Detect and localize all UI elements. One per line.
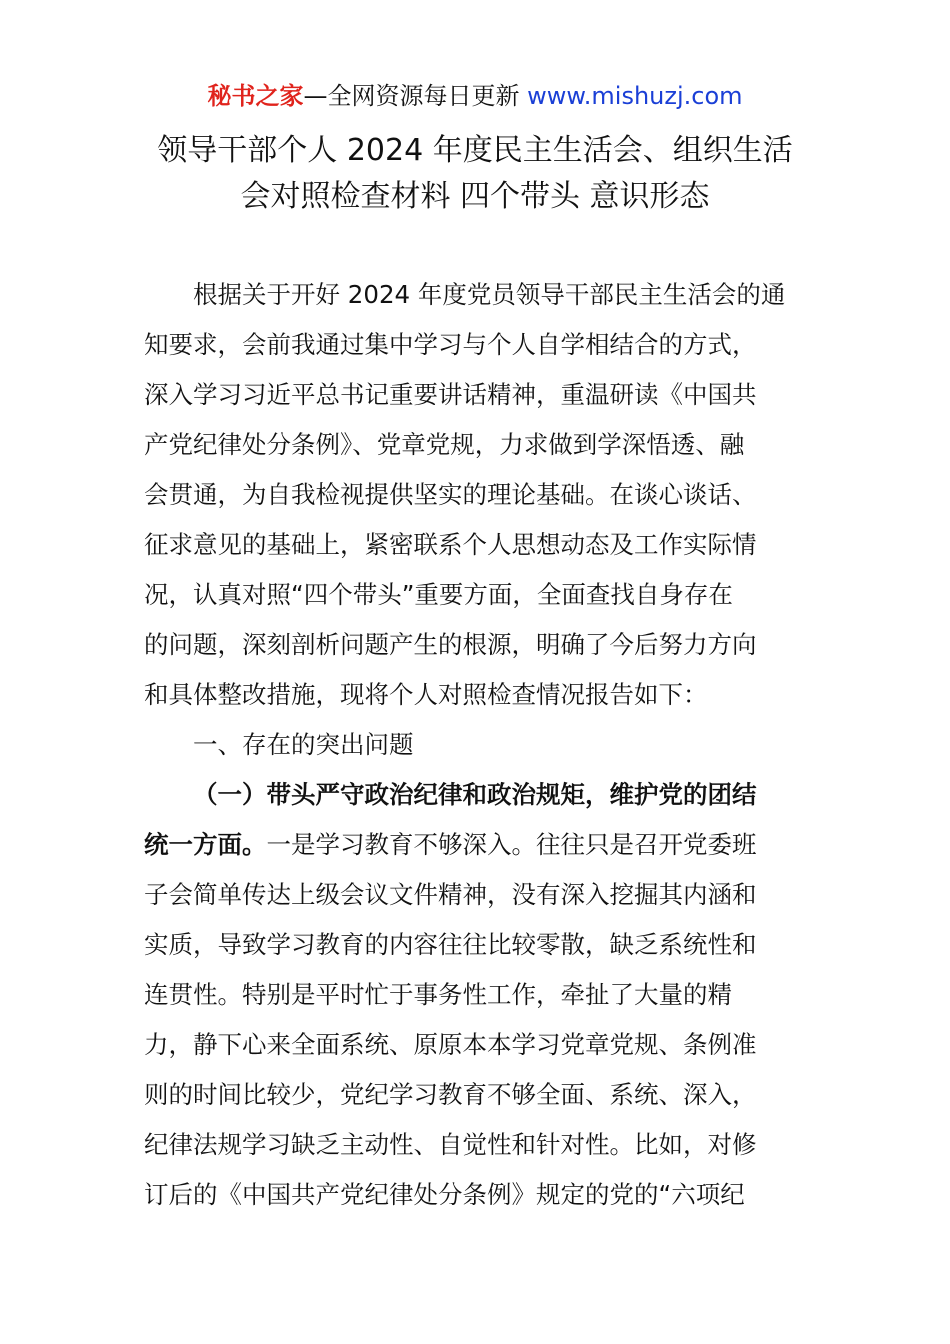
paragraph-line: 和具体整改措施，现将个人对照检查情况报告如下： [144,680,708,709]
paragraph-line: 产党纪律处分条例》、党章党规，力求做到学深悟透、融 [144,430,745,459]
paragraph-line: 根据关于开好 2024 年度党员领导干部民主生活会的通 [193,280,786,309]
title-line-2: 会对照检查材料 四个带头 意识形态 [240,179,710,214]
paragraph-line: 况，认真对照“四个带头”重要方面，全面查找自身存在 [144,580,733,609]
document-title [60,128,890,220]
paragraph-line: 知要求，会前我通过集中学习与个人自学相结合的方式， [144,330,757,359]
paragraph-line: 力，静下心来全面系统、原原本本学习党章党规、条例准 [144,1030,757,1059]
title-line-1: 领导干部个人 2024 年度民主生活会、组织生活 [157,133,793,168]
paragraph-line: 子会简单传达上级会议文件精神，没有深入挖掘其内涵和 [144,880,757,909]
section-heading: 一、存在的突出问题 [193,730,414,759]
paragraph-line: 纪律法规学习缺乏主动性、自觉性和针对性。比如，对修 [144,1130,757,1159]
paragraph-line: 订后的《中国共产党纪律处分条例》规定的党的“六项纪 [144,1180,745,1209]
site-header [0,80,950,112]
paragraph-line [144,820,814,870]
paragraph-text: 一是学习教育不够深入。往往只是召开党委班 [266,830,757,859]
site-url[interactable]: www.mishuzj.com [527,82,743,110]
paragraph-line: 深入学习习近平总书记重要讲话精神，重温研读《中国共 [144,380,757,409]
paragraph-line: 征求意见的基础上，紧密联系个人思想动态及工作实际情 [144,530,757,559]
paragraph-line: 连贯性。特别是平时忙于事务性工作，牵扯了大量的精 [144,980,732,1009]
paragraph-line: 实质，导致学习教育的内容往往比较零散，缺乏系统性和 [144,930,757,959]
brand-name: 秘书之家 [207,82,304,110]
subsection-heading-end: 统一方面。 [144,830,267,859]
paragraph-line: 的问题，深刻剖析问题产生的根源，明确了今后努力方向 [144,630,757,659]
subsection-heading: （一）带头严守政治纪律和政治规矩，维护党的团结 [193,780,757,809]
paragraph-line: 则的时间比较少，党纪学习教育不够全面、系统、深入， [144,1080,757,1109]
document-body [144,270,814,1220]
header-tagline: —全网资源每日更新 [303,82,528,110]
paragraph-line: 会贯通，为自我检视提供坚实的理论基础。在谈心谈话、 [144,480,757,509]
